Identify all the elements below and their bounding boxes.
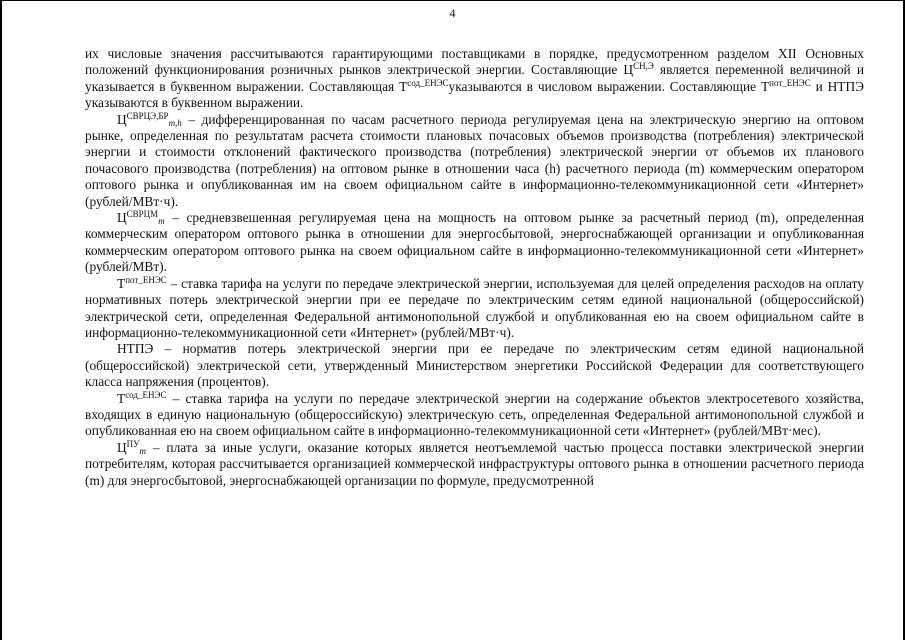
definition-paragraph: [85, 210, 864, 276]
paragraph-text: является переменной величиной и указывается в буквенном выражении. Составляющая Т: [85, 62, 864, 94]
term-superscript: ПУ: [126, 438, 140, 449]
term-subscript: m: [158, 216, 165, 227]
term-subscript: m: [139, 445, 147, 456]
term-symbol: Ц: [117, 111, 127, 127]
paragraph-text: их числовые значения рассчитываются гарантирующими поставщиками в порядке, предусмотренном разделом XII Основных положений функционирования розничных рынков электрической энергии. Составляющие Ц: [85, 46, 864, 78]
term-subscript: m,h: [168, 117, 182, 128]
scan-edge-left: [0, 0, 2, 640]
definition-text: – средневзвешенная регулируемая цена на мощность на оптовом рынке за расчетный период (m), определенная коммерческим оператором оптового рынка в отношении для энергосбытовой, энергоснабжающей организации и опубликованная коммерческим оператором оптового рынка на своем официальном сайте в информационно-телекоммуникационной сети «Интернет» (рублей/МВт).: [85, 210, 864, 275]
term-superscript: СВРЦМ: [126, 209, 159, 220]
definition-text: – плата за иные услуги, оказание которых является неотъемлемой частью процесса поставки электрической энергии потребителям, которая рассчитывается организацией коммерческой инфраструктуры оптового рынка в отношении расчетного периода (m) для энергосбытовой, энергоснабжающей организации по формуле, предусмотренной: [85, 439, 864, 488]
definition-paragraph: [85, 391, 864, 440]
document-body: [85, 46, 864, 489]
page-number: 4: [449, 6, 456, 20]
term-superscript: пот_ЕНЭС: [125, 274, 167, 285]
superscript: СН,Э: [633, 61, 654, 72]
definition-paragraph: [85, 440, 864, 489]
definition-paragraph: [85, 112, 864, 210]
term-symbol: Т: [117, 390, 126, 406]
superscript: пот_ЕНЭС: [769, 77, 811, 88]
paragraph-text: и НТПЭ указываются в буквенном выражении.: [85, 78, 864, 111]
scan-edge-top: [0, 0, 905, 1]
definition-paragraph: [85, 276, 864, 342]
superscript: сод_ЕНЭС: [407, 77, 449, 88]
term-superscript: сод_ЕНЭС: [125, 389, 167, 400]
term-symbol: Ц: [117, 439, 127, 455]
definition-text: НТПЭ – норматив потерь электрической энергии при ее передаче по электрическим сетям единой национальной (общероссийской) электрической сети, утвержденный Министерством энергетики Российской Федерации для соответствующего класса напряжения (процентов).: [85, 341, 864, 390]
definition-text: – дифференцированная по часам расчетного периода регулируемая цена на электрическую энергию на оптовом рынке, определенная по результатам расчета стоимости плановых почасовых объемов производства (потребления) электрической энергии и стоимости отклонений фактического производства (потребления) электрической энергии от объемов их планового почасового производства (потребления) на оптовом рынке в отношении часа (h) расчетного периода (m) коммерческим оператором оптового рынка и опубликованная им на своем официальном сайте в информационно-телекоммуникационной сети «Интернет» (рублей/МВт·ч).: [85, 111, 864, 209]
term-symbol: Ц: [117, 210, 127, 226]
term-superscript: СВРЦЭ,БР: [126, 110, 169, 121]
definition-paragraph: [85, 341, 864, 390]
paragraph-text: указываются в числовом выражении. Составляющие Т: [448, 78, 770, 94]
term-symbol: Т: [117, 275, 126, 291]
definition-text: – ставка тарифа на услуги по передаче электрической энергии на содержание объектов электросетевого хозяйства, входящих в единую национальную (общероссийскую) электрическую сеть, определенная Федеральной антимонопольной службой и опубликованная ею на своем официальном сайте в информационно-телекоммуникационной сети «Интернет» (рублей/МВт·мес).: [85, 390, 864, 439]
paragraph-continuation: [85, 46, 864, 112]
definition-text: – ставка тарифа на услуги по передаче электрической энергии, используемая для целей определения расходов на оплату нормативных потерь электрической энергии при ее передаче по электрическим сетям единой национальной (общероссийской) электрической сети, определенная Федеральной антимонопольной службой и опубликованная ею на своем официальном сайте в информационно-телекоммуникационной сети «Интернет» (рублей/МВт·ч).: [85, 275, 864, 340]
